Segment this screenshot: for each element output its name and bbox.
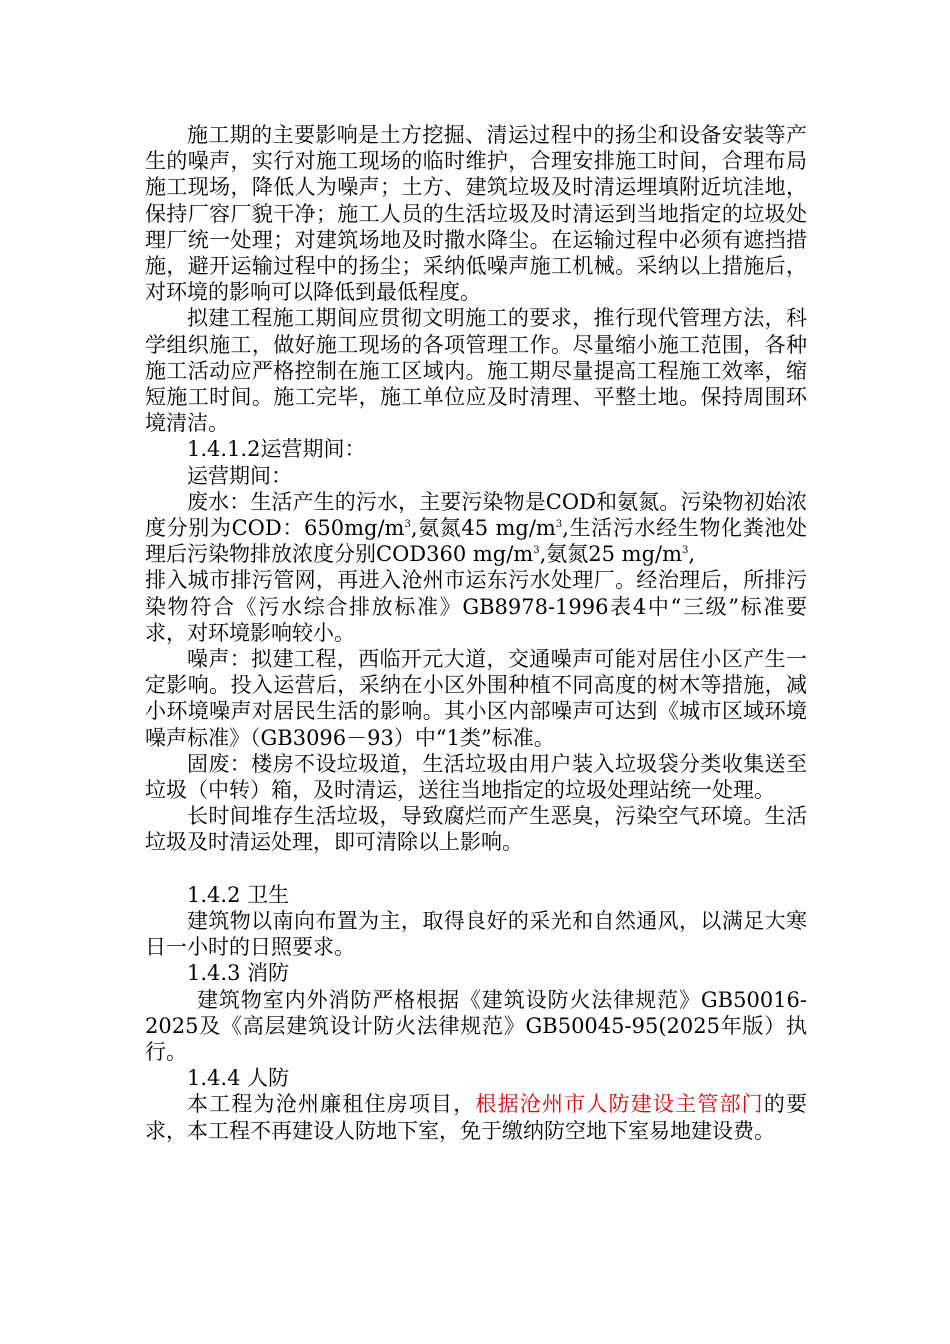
paragraph-civilized-construction: 拟建工程施工期间应贯彻文明施工的要求，推行现代管理方法，科学组织施工，做好施工现场的各项管理工作。尽量缩小施工范围，各种施工活动应严格控制在施工区域内。施工期尽量提高工程施工效率，缩短施工时间。施工完毕，施工单位应及时清理、平整土地。保持周围环境清洁。 (145, 306, 807, 436)
document-page (145, 122, 807, 1144)
heading-1412: 1.4.1.2运营期间： (187, 437, 366, 462)
paragraph-civil-defense (145, 1091, 807, 1143)
heading-142: 1.4.2 卫生 (187, 882, 290, 907)
wastewater-text-a: 废水：生活产生的污水，主要污染物是COD和氨氮。污染物初始浓度分别为COD：650mg/m (145, 489, 807, 541)
superscript: 3 (555, 519, 563, 531)
paragraph-long-term-storage: 长时间堆存生活垃圾，导致腐烂而产生恶臭，污染空气环境。生活垃圾及时清运处理，即可清除以上影响。 (145, 804, 807, 855)
paragraph-solid-waste: 固废：楼房不设垃圾道，生活垃圾由用户装入垃圾袋分类收集送至垃圾（中转）箱，及时清运，送往当地指定的垃圾处理站统一处理。 (145, 751, 807, 803)
paragraph-hygiene: 建筑物以南向布置为主，取得良好的采光和自然通风，以满足大寒日一小时的日照要求。 (145, 908, 807, 960)
blank-line (145, 856, 807, 882)
heading-143: 1.4.3 消防 (187, 961, 290, 986)
wastewater-text-c: ,生活污水经生物化粪池处理后污染物排放浓度分别COD360 mg/m (145, 516, 807, 567)
paragraph-wastewater-discharge: 排入城市排污管网，再进入沧州市运东污水处理厂。经治理后，所排污染物符合《污水综合排放标准》GB8978-1996表4中“三级”标准要求，对环境影响较小。 (145, 568, 807, 645)
paragraph-construction-impact: 施工期的主要影响是土方挖掘、清运过程中的扬尘和设备安装等产生的噪声，实行对施工现场的临时维护，合理安排施工时间，合理布局施工现场，降低人为噪声；土方、建筑垃圾及时清运埋填附近坑洼地，保持厂容厂貌干净；施工人员的生活垃圾及时清运到当地指定的垃圾处理厂统一处理；对建筑场地及时撒水降尘。在运输过程中必须有遮挡措施，避开运输过程中的扬尘；采纳低噪声施工机械。采纳以上措施后，对环境的影响可以降低到最低程度。 (145, 123, 807, 305)
wastewater-text-b: ,氨氮45 mg/m (410, 516, 556, 541)
civil-defense-highlight: 根据沧州市人防建设主管部门 (475, 1092, 764, 1117)
wastewater-text-e: , (688, 542, 696, 567)
superscript: 3 (404, 519, 411, 531)
civil-defense-text-a: 本工程为沧州廉租住房项目， (187, 1092, 476, 1117)
superscript: 3 (682, 545, 689, 557)
civil-defense-text-b: 的要求，本工程不再建设人防地下室，免于缴纳防空地下室易地建设费。 (145, 1092, 807, 1143)
heading-144: 1.4.4 人防 (187, 1066, 290, 1091)
paragraph-operating-period: 运营期间： (187, 463, 292, 488)
wastewater-text-d: ,氨氮25 mg/m (539, 542, 683, 567)
paragraph-fire-protection: 建筑物室内外消防严格根据《建筑设防火法律规范》GB50016-2025及《高层建筑设计防火法律规范》GB50045-95(2025年版）执行。 (145, 987, 807, 1064)
paragraph-wastewater (145, 489, 807, 568)
superscript: 3 (533, 545, 540, 557)
paragraph-noise: 噪声：拟建工程，西临开元大道，交通噪声可能对居住小区产生一定影响。投入运营后，采纳在小区外围种植不同高度的树木等措施，减小环境噪声对居民生活的影响。其小区内部噪声可达到《城市区域环境噪声标准》（GB3096－93）中“1类”标准。 (145, 647, 807, 750)
